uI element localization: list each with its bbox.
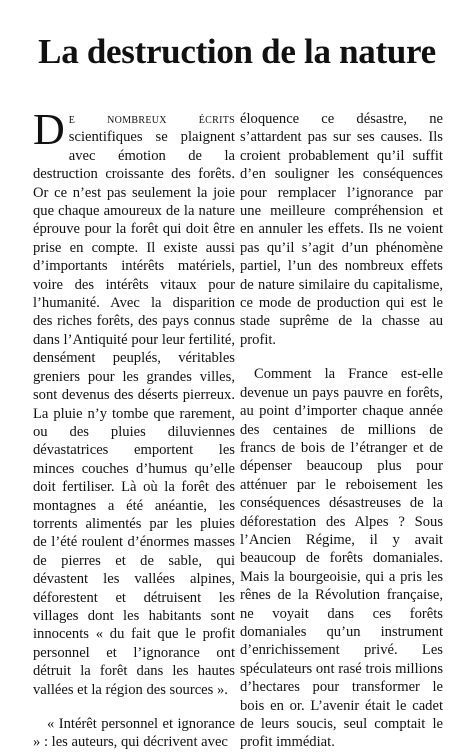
- paragraph-1-text: scientifiques se plaignent avec émotion de la destruction croissante des forêts. Or ce n’est pas seulement la joie que chaque amoureux de la nature éprouve pour la forêt qui doit être prise en compte. Il existe aussi d’importants intérêts matériels, voire des intérêts vitaux pour l’humanité. Avec la disparition des riches forêts, des pays connus dans l’Antiquité pour leur fertilité, densément peuplés, véritables greniers pour les grandes villes, sont devenus des déserts pierreux. La pluie n’y tombe que rarement, ou des pluies diluviennes dévastatrices emportent les minces couches d’humus qu’elle doit fertiliser. Là où la forêt des montagnes a été anéantie, les torrents alimentés par les pluies de l’été roulent d’énormes masses de pierres et de sable, qui dévastent les vallées alpines, déforestent et détruisent les villages dont les habitants sont innocents « du fait que le profit personnel et l’ignorance ont détruit la forêt dans les hautes vallées et la région des sources ».: [33, 129, 235, 698]
- paragraph-2-continued: éloquence ce désastre, ne s’attardent pas sur ses causes. Ils croient probablement qu’il suffit d’en souligner les conséquences pour remplacer l’ignorance par une meilleure compréhension et en annuler les effets. Ils ne voient pas qu’il s’agit d’un phénomène partiel, l’un des nombreux effets de nature similaire du capitalisme, ce mode de production qui est le stade suprême de la chasse au profit.: [240, 111, 443, 348]
- right-column: [240, 110, 443, 752]
- lead-small-caps: e nombreux écrits: [68, 111, 235, 127]
- article-title: La destruction de la nature: [38, 32, 436, 71]
- paragraph-2-start: « Intérêt personnel et ignorance » : les auteurs, qui décrivent avec: [33, 716, 235, 751]
- drop-cap: D: [33, 105, 65, 154]
- paragraph-3: Comment la France est-elle devenue un pays pauvre en forêts, au point d’importer chaque année des centaines de millions de francs de bois de l’étranger et de dépenser beaucoup plus pour atténuer par le reboisement les conséquences désastreuses de la déforestation des Alpes ? Sous l’Ancien Régime, il y avait beaucoup de forêts domaniales. Mais la bourgeoisie, qui a pris les rênes de la Révolution française, ne voyait dans ces forêts domaniales qu’un instrument d’enrichissement privé. Les spéculateurs ont rasé trois millions d’hectares pour transformer le bois en or. L’avenir était le cadet de leurs soucis, seul comptait le profit immédiat.: [240, 366, 443, 751]
- left-column: [33, 105, 235, 752]
- paragraph-1: [33, 105, 235, 699]
